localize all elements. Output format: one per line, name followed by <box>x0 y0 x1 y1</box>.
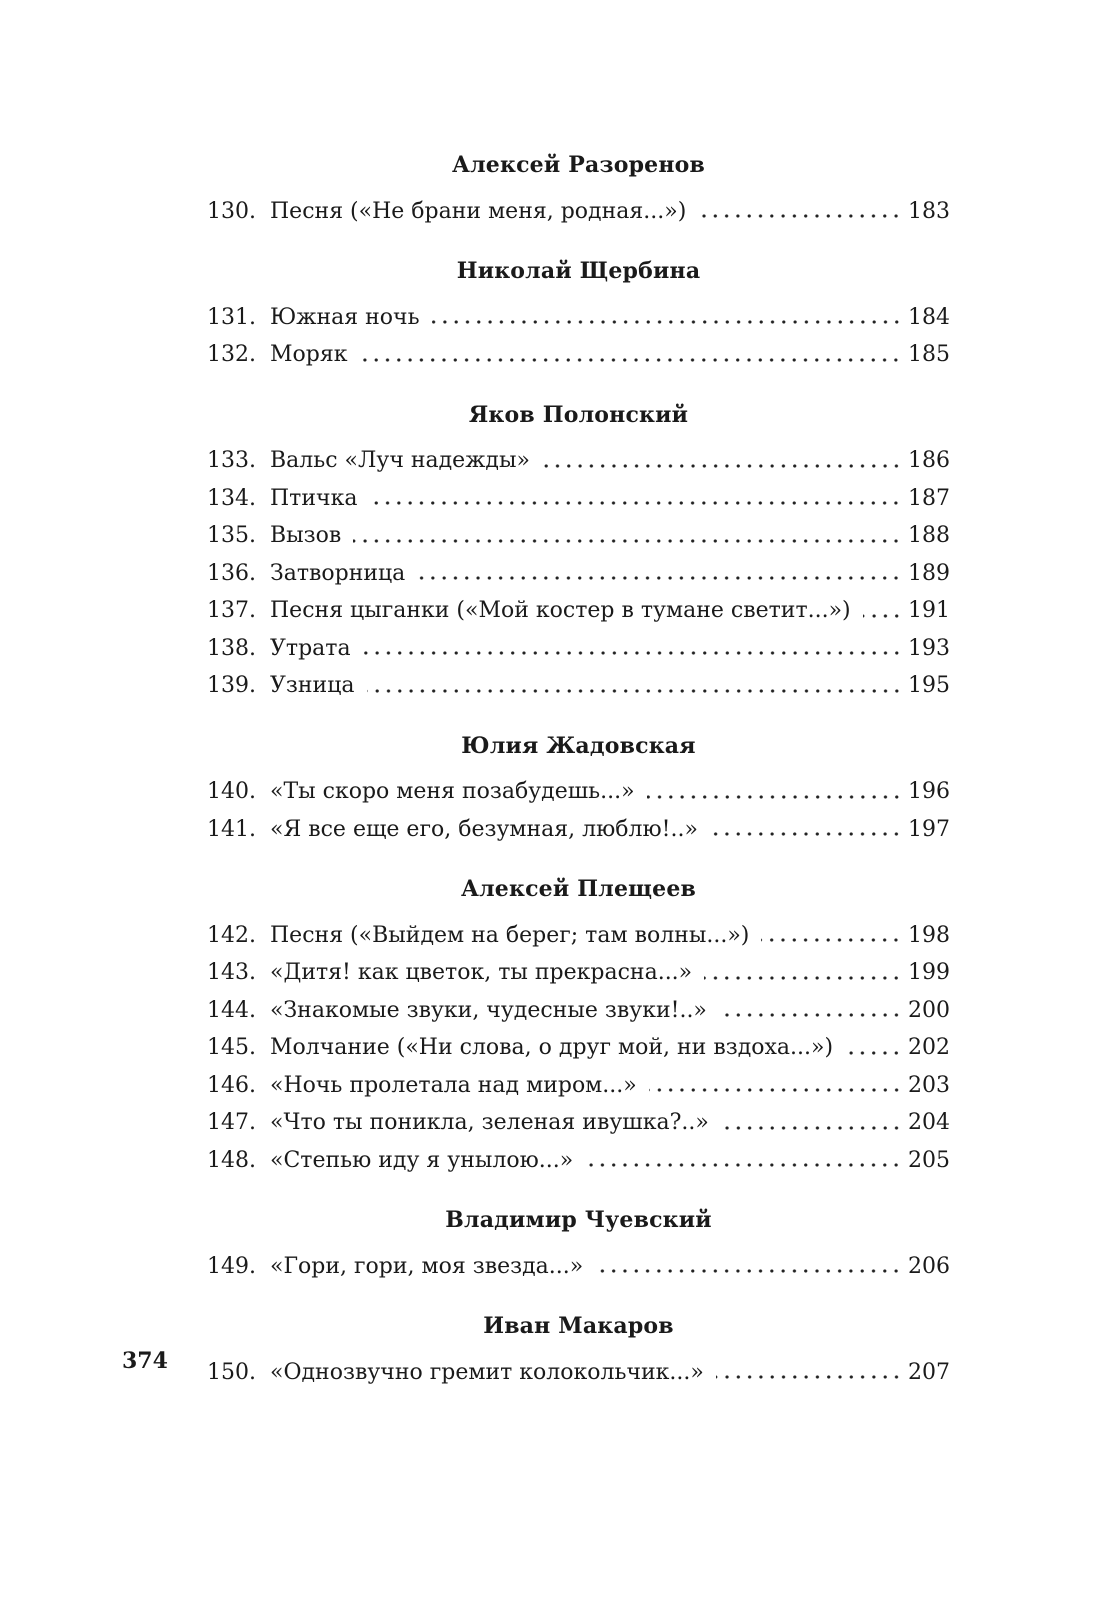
entry-number: 146. <box>207 1072 256 1098</box>
entry-number: 148. <box>207 1147 256 1173</box>
toc-entry <box>207 336 950 374</box>
entry-page: 199 <box>908 960 950 985</box>
toc-entry <box>207 592 950 630</box>
author-heading: Алексей Плещеев <box>460 876 697 902</box>
entry-title: Узница <box>270 673 355 698</box>
entry-number: 143. <box>207 960 256 985</box>
dot-leader <box>359 357 902 363</box>
toc-entry <box>207 442 950 480</box>
entry-page: 206 <box>908 1253 950 1279</box>
entry-title: Птичка <box>270 485 358 511</box>
entry-title: Утрата <box>270 635 351 661</box>
author-heading: Яков Полонский <box>468 401 689 428</box>
entry-page: 197 <box>908 816 950 842</box>
dot-leader <box>369 500 902 506</box>
entry-title: Моряк <box>270 342 348 367</box>
toc-entry <box>207 193 950 231</box>
entry-page: 200 <box>908 997 950 1023</box>
entry-page: 195 <box>908 673 950 698</box>
toc-entry <box>207 555 950 593</box>
entry-title: «Степью иду я унылою...» <box>270 1147 574 1173</box>
author-heading: Иван Макаров <box>483 1313 674 1339</box>
entry-page: 186 <box>908 448 950 473</box>
dot-leader <box>761 937 902 943</box>
dot-leader <box>863 613 902 619</box>
dot-leader <box>367 688 903 694</box>
entry-title: Южная ночь <box>270 304 420 330</box>
entry-page: 207 <box>908 1359 950 1385</box>
toc-entry <box>207 954 950 992</box>
entry-number: 138. <box>207 635 256 661</box>
entry-number: 135. <box>207 523 256 548</box>
entry-number: 144. <box>207 997 256 1023</box>
entry-number: 131. <box>207 304 256 330</box>
dot-leader <box>721 1125 902 1131</box>
author-heading: Юлия Жадовская <box>461 732 696 759</box>
entry-title: «Гори, гори, моя звезда...» <box>270 1253 584 1279</box>
entry-title: Песня цыганки («Мой костер в тумане светит...») <box>270 598 851 623</box>
dot-leader <box>719 1012 902 1018</box>
entry-title: «Знакомые звуки, чудесные звуки!..» <box>270 997 707 1023</box>
author-heading: Владимир Чуевский <box>445 1207 712 1233</box>
entry-title: Вызов <box>270 523 342 548</box>
toc-entry <box>207 1067 950 1105</box>
toc-entry <box>207 811 950 849</box>
entry-title: Молчание («Ни слова, о друг мой, ни вздоха...») <box>270 1035 834 1060</box>
entry-number: 141. <box>207 816 256 842</box>
entry-title: Затворница <box>270 560 406 586</box>
entry-title: «Что ты поникла, зеленая ивушка?..» <box>270 1110 709 1135</box>
toc-entry <box>207 1248 950 1286</box>
entry-title: «Дитя! как цветок, ты прекрасна...» <box>270 960 693 985</box>
entry-number: 147. <box>207 1110 256 1135</box>
entry-number: 140. <box>207 779 256 804</box>
entry-page: 196 <box>908 779 950 804</box>
dot-leader <box>698 213 902 219</box>
toc-entry <box>207 1354 950 1392</box>
entry-page: 203 <box>908 1072 950 1098</box>
toc-entry <box>207 480 950 518</box>
entry-number: 142. <box>207 922 256 948</box>
entry-number: 150. <box>207 1359 256 1385</box>
entry-number: 133. <box>207 448 256 473</box>
entry-page: 187 <box>908 485 950 511</box>
toc-entry <box>207 773 950 811</box>
entry-title: Вальс «Луч надежды» <box>270 448 530 473</box>
table-of-contents <box>207 124 950 1391</box>
author-heading: Николай Щербина <box>456 258 701 284</box>
entry-title: «Однозвучно гремит колокольчик...» <box>270 1359 704 1385</box>
entry-title: Песня («Не брани меня, родная...») <box>270 198 687 224</box>
entry-page: 193 <box>908 635 950 661</box>
toc-entry <box>207 667 950 705</box>
dot-leader <box>417 575 902 581</box>
entry-title: «Я все еще его, безумная, люблю!..» <box>270 816 698 842</box>
dot-leader <box>585 1162 902 1168</box>
dot-leader <box>542 463 902 469</box>
author-heading: Алексей Разоренов <box>451 152 706 178</box>
entry-number: 130. <box>207 198 256 224</box>
dot-leader <box>710 831 902 837</box>
dot-leader <box>353 538 902 544</box>
dot-leader <box>595 1268 902 1274</box>
toc-entry <box>207 917 950 955</box>
entry-page: 183 <box>908 198 950 224</box>
entry-page: 191 <box>908 598 950 623</box>
entry-page: 205 <box>908 1147 950 1173</box>
toc-entry <box>207 517 950 555</box>
entry-title: «Ты скоро меня позабудешь...» <box>270 779 635 804</box>
dot-leader <box>647 794 902 800</box>
dot-leader <box>704 975 902 981</box>
entry-page: 185 <box>908 342 950 367</box>
toc-entry <box>207 992 950 1030</box>
entry-page: 204 <box>908 1110 950 1135</box>
toc-entry <box>207 1029 950 1067</box>
entry-number: 149. <box>207 1253 256 1279</box>
entry-number: 145. <box>207 1035 256 1060</box>
toc-entry <box>207 299 950 337</box>
page-number: 374 <box>122 1348 168 1374</box>
entry-number: 134. <box>207 485 256 511</box>
toc-entry <box>207 1104 950 1142</box>
toc-entry <box>207 630 950 668</box>
entry-page: 184 <box>908 304 950 330</box>
entry-title: «Ночь пролетала над миром...» <box>270 1072 637 1098</box>
entry-title: Песня («Выйдем на берег; там волны...») <box>270 922 750 948</box>
dot-leader <box>845 1050 902 1056</box>
entry-page: 189 <box>908 560 950 586</box>
dot-leader <box>649 1087 902 1093</box>
entry-page: 198 <box>908 922 950 948</box>
entry-number: 139. <box>207 673 256 698</box>
dot-leader <box>363 650 902 656</box>
entry-page: 188 <box>908 523 950 548</box>
entry-number: 132. <box>207 342 256 367</box>
dot-leader <box>716 1374 902 1380</box>
entry-number: 137. <box>207 598 256 623</box>
entry-number: 136. <box>207 560 256 586</box>
entry-page: 202 <box>908 1035 950 1060</box>
toc-entry <box>207 1142 950 1180</box>
dot-leader <box>432 319 902 325</box>
